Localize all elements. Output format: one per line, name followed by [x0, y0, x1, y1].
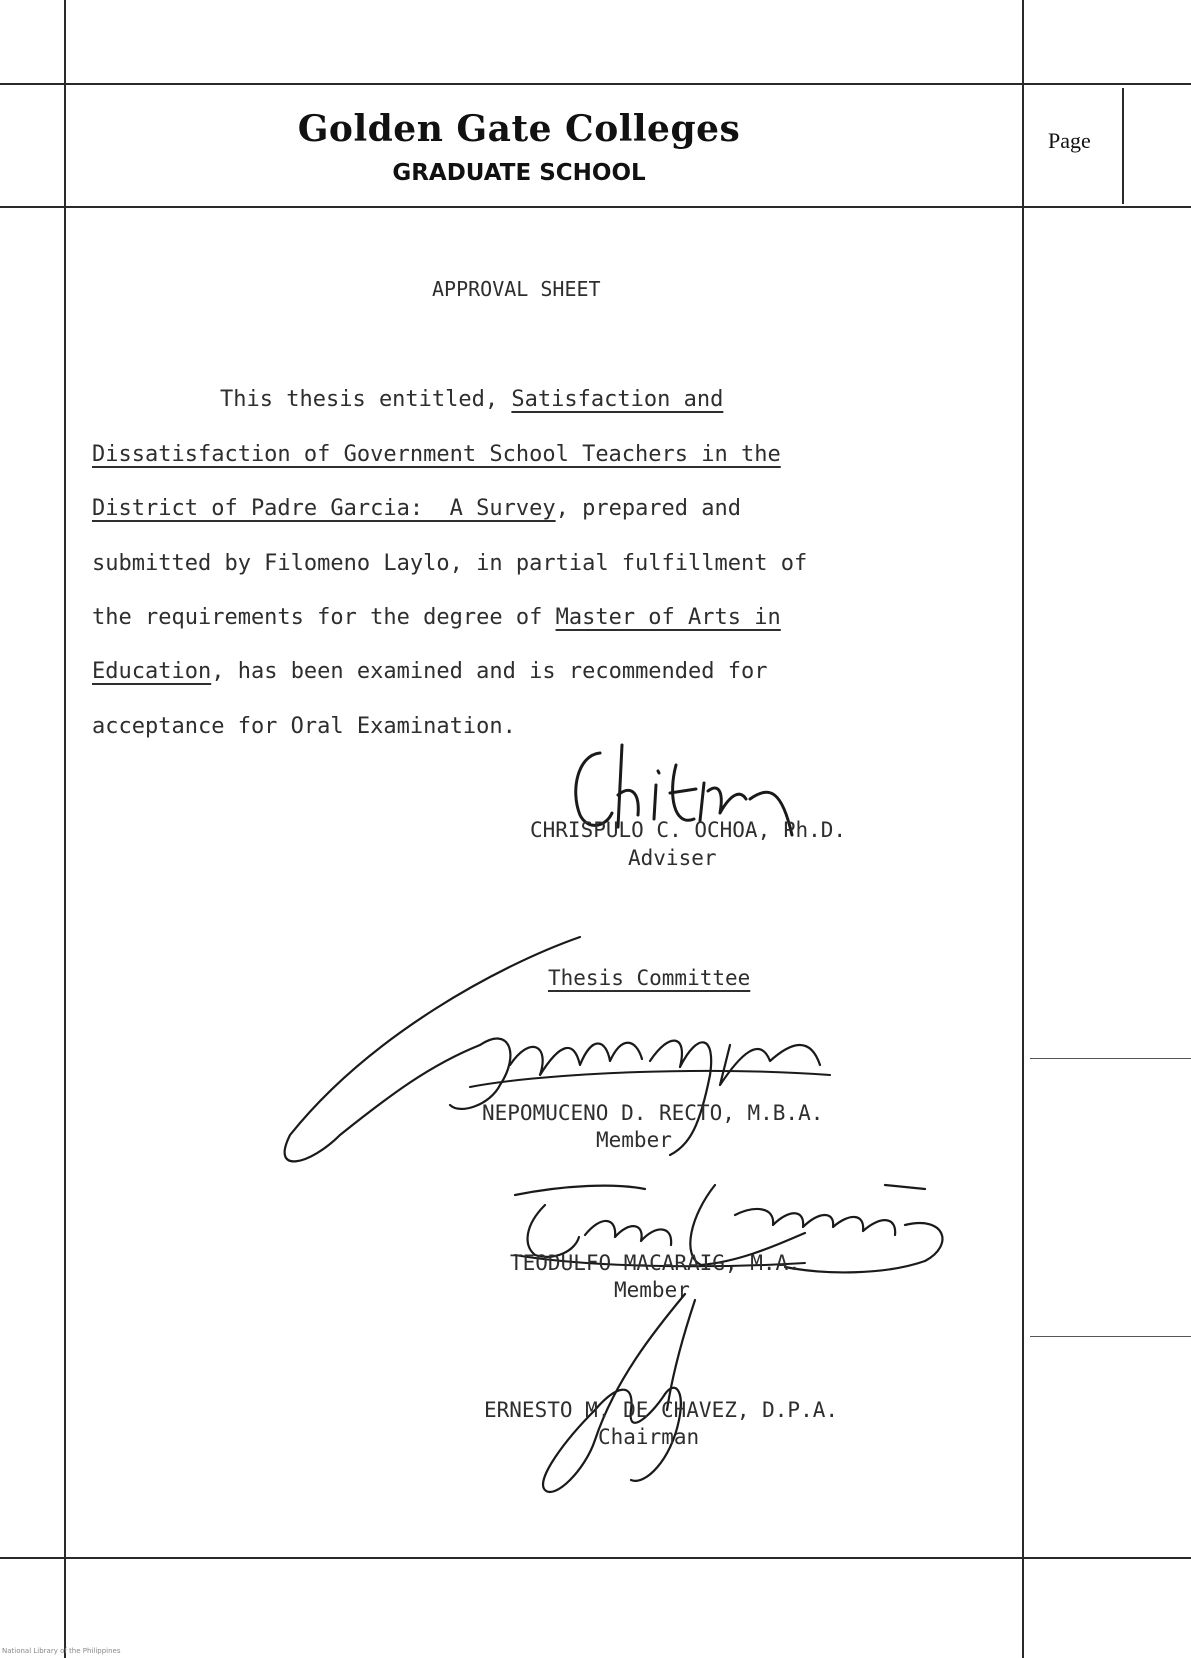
member-name: TEODULFO MACARAIG, M.A.: [510, 1251, 801, 1275]
right-margin-line: [1022, 0, 1024, 1658]
page-label: Page: [1048, 128, 1091, 153]
body-text: This thesis entitled,: [220, 387, 512, 412]
page-box-line: [1122, 88, 1124, 204]
body-line: [220, 387, 723, 412]
body-text: the requirements for the degree of: [92, 605, 556, 630]
thesis-title-part: Satisfaction and: [511, 387, 724, 412]
body-text: , has been examined and is recommended for: [211, 659, 768, 684]
member-role: Member: [614, 1278, 690, 1302]
body-line: [92, 659, 768, 684]
right-tick-2: [1030, 1336, 1191, 1337]
scan-footer-note: National Library of the Philippines: [2, 1647, 121, 1655]
thesis-title-line: Dissatisfaction of Government School Teachers in the: [92, 442, 781, 467]
member-role: Member: [596, 1128, 672, 1152]
adviser-role: Adviser: [628, 846, 717, 870]
member-name: NEPOMUCENO D. RECTO, M.B.A.: [482, 1101, 824, 1125]
committee-heading: Thesis Committee: [548, 966, 751, 990]
right-tick-1: [1030, 1058, 1191, 1059]
institution-name: Golden Gate Colleges: [297, 108, 741, 150]
bottom-rule: [0, 1557, 1191, 1559]
thesis-title-part: District of Padre Garcia: A Survey: [92, 496, 556, 521]
body-line: acceptance for Oral Examination.: [92, 714, 516, 739]
body-line: [92, 496, 741, 521]
top-rule: [0, 83, 1191, 85]
member-signature: [270, 935, 890, 1175]
body-line: submitted by Filomeno Laylo, in partial fulfillment of: [92, 551, 808, 576]
body-text: , prepared and: [555, 496, 742, 521]
school-name: GRADUATE SCHOOL: [392, 160, 646, 186]
approval-sheet-title: APPROVAL SHEET: [432, 277, 601, 301]
adviser-name: CHRISPULO C. OCHOA, Ph.D.: [530, 818, 847, 842]
header-rule: [0, 206, 1191, 208]
chairman-name: ERNESTO M. DE CHAVEZ, D.P.A.: [484, 1398, 839, 1422]
left-margin-line: [64, 0, 66, 1658]
degree-name: Master of Arts in: [555, 605, 781, 630]
body-line: [92, 605, 781, 630]
degree-name: Education: [92, 659, 212, 684]
chairman-role: Chairman: [598, 1425, 700, 1449]
